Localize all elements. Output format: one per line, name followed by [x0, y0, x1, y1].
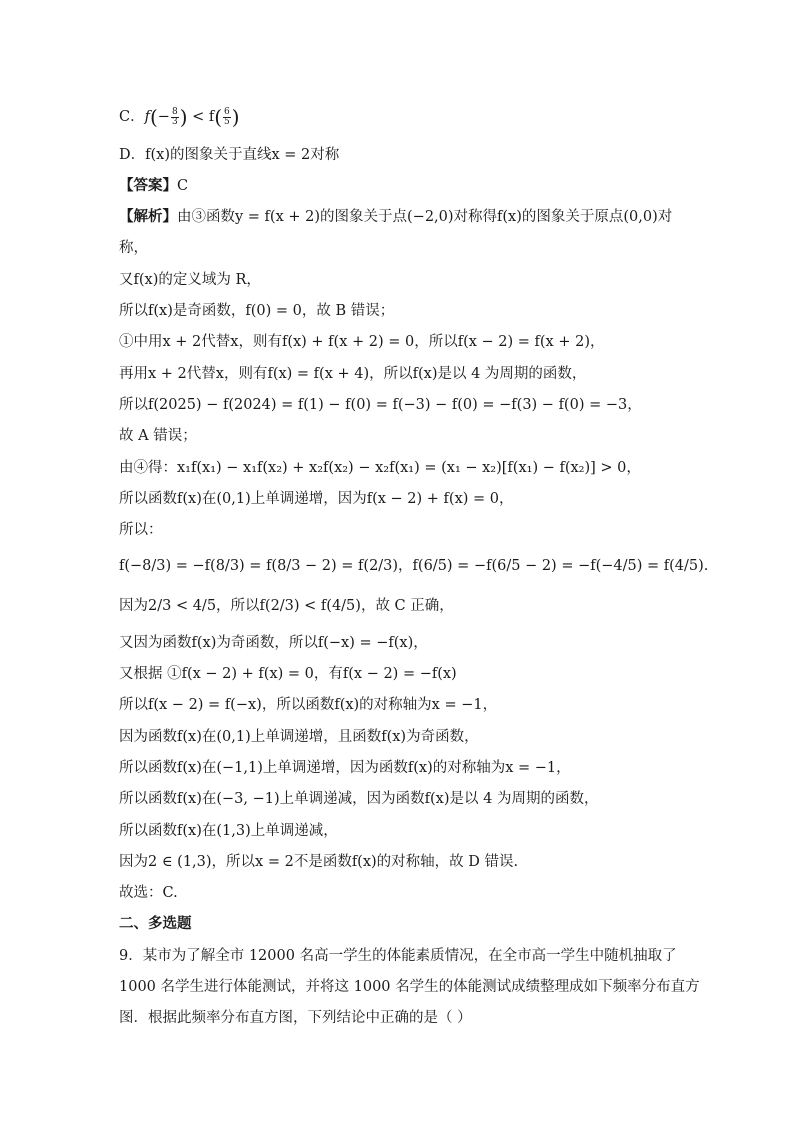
analysis-line-0	[119, 207, 679, 227]
analysis-tag: 【解析】	[119, 208, 177, 225]
analysis-line-4: ①中用x + 2代替x，则有f(x) + f(x + 2) = 0，所以f(x − 2) = f(x + 2)，	[119, 334, 605, 350]
analysis-frac-line-2: 因为2/3 < 4/5，所以f(2/3) < f(4/5)，故 C 正确，	[119, 598, 454, 614]
option-c-f: f	[144, 109, 150, 125]
option-c-lt: < f	[187, 109, 215, 125]
analysis-line-8: 由④得：x₁f(x₁) − x₁f(x₂) + x₂f(x₂) − x₂f(x₁) = (x₁ − x₂)[f(x₁) − f(x₂)] > 0，	[119, 460, 641, 476]
question-9-line-0: 9．某市为了解全市 12000 名高一学生的体能素质情况，在全市高一学生中随机抽取了	[119, 948, 677, 964]
analysis-line-3: 所以f(x)是奇函数，f(0) = 0，故 B 错误；	[119, 303, 395, 319]
analysis2-line-6: 所以函数f(x)在(1,3)上单调递减，	[119, 823, 338, 839]
frac-den: 3	[171, 116, 178, 127]
option-c: C．f(− $\frac{8}{3}$ ) < f( $\frac{6}{5}$ )	[119, 105, 240, 129]
option-c-frac-b	[223, 108, 231, 127]
analysis2-line-0: 又因为函数f(x)为奇函数，所以f(−x) = −f(x)，	[119, 635, 428, 651]
answer-value: C	[177, 178, 189, 194]
question-9-line-1: 1000 名学生进行体能测试，并将这 1000 名学生的体能测试成绩整理成如下频率分布直方	[119, 979, 700, 995]
analysis-line-6: 所以f(2025) − f(2024) = f(1) − f(0) = f(−3) − f(0) = −f(3) − f(0) = −3，	[119, 397, 642, 413]
option-c-label: C．	[119, 109, 145, 125]
option-d-label: D．	[119, 147, 146, 163]
analysis2-line-7: 因为2 ∈ (1,3)，所以x = 2不是函数f(x)的对称轴，故 D 错误.	[119, 854, 519, 870]
frac-num: 8	[171, 106, 178, 117]
answer-tag: 【答案】	[119, 177, 177, 194]
analysis2-line-4: 所以函数f(x)在(−1,1)上单调递增，因为函数f(x)的对称轴为x = −1，	[119, 760, 571, 776]
analysis2-line-1: 又根据 ①f(x − 2) + f(x) = 0，有f(x − 2) = −f(x)	[119, 666, 457, 682]
frac-num: 6	[224, 106, 230, 117]
analysis-line-9: 所以函数f(x)在(0,1)上单调递增，因为f(x − 2) + f(x) = 0，	[119, 491, 514, 507]
analysis-line-2: 又f(x)的定义域为 R，	[119, 272, 261, 288]
analysis2-line-3: 因为函数f(x)在(0,1)上单调递增，且函数f(x)为奇函数，	[119, 729, 479, 745]
analysis2-line-2: 所以f(x − 2) = f(−x)，所以函数f(x)的对称轴为x = −1，	[119, 697, 498, 713]
analysis-frac-line-1: f(−8/3) = −f(8/3) = f(8/3 − 2) = f(2/3)，f(6/5) = −f(6/5 − 2) = −f(−4/5) = f(4/5).	[119, 558, 709, 574]
frac-den: 5	[224, 116, 230, 127]
analysis2-line-5: 所以函数f(x)在(−3, −1)上单调递减，因为函数f(x)是以 4 为周期的函数，	[119, 791, 599, 807]
section-title: 二、多选题	[119, 915, 192, 932]
option-d-text: f(x)的图象关于直线x = 2对称	[145, 147, 340, 163]
analysis-line-5: 再用x + 2代替x，则有f(x) = f(x + 4)，所以f(x)是以 4 为周期的函数，	[119, 366, 587, 382]
analysis-text: 由③函数y = f(x + 2)的图象关于点(−2,0)对称得f(x)的图象关于原点(0,0)对	[177, 209, 673, 225]
answer-line	[119, 176, 679, 196]
question-9-line-2: 图．根据此频率分布直方图，下列结论中正确的是（ ）	[119, 1010, 472, 1026]
option-d	[119, 145, 679, 165]
option-c-frac-a	[171, 108, 179, 127]
analysis-line-7: 故 A 错误；	[119, 428, 197, 444]
option-c-neg: −	[157, 109, 170, 125]
analysis2-line-8: 故选：C.	[119, 885, 178, 901]
analysis-line-1: 称，	[119, 240, 148, 256]
analysis-line-10: 所以：	[119, 522, 163, 538]
